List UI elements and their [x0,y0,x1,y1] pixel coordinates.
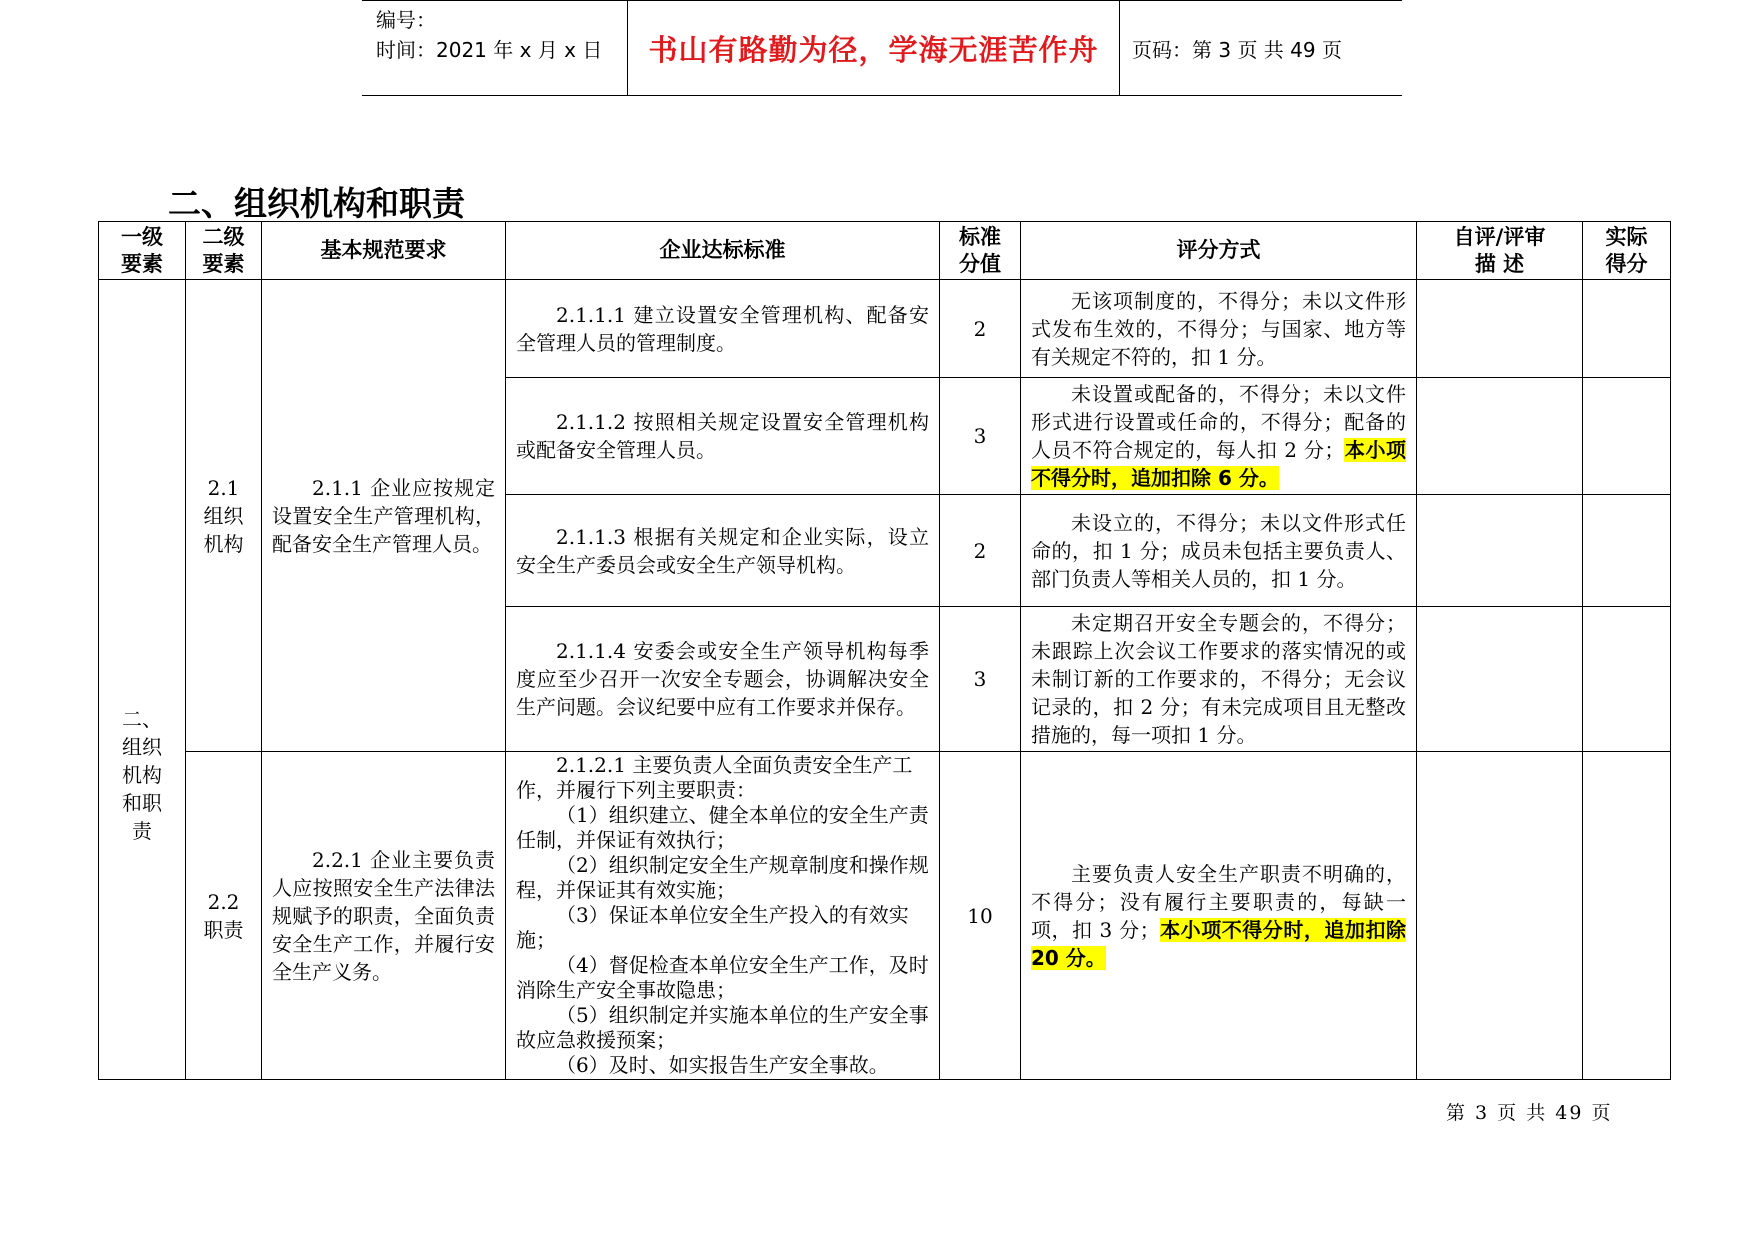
standard-item: （3）保证本单位安全生产投入的有效实施； [516,903,909,952]
method-2-1-1-4: 未定期召开安全专题会的，不得分；未跟踪上次会议工作要求的落实情况的或未制订新的工作要求的，不得分；无会议记录的，扣 2 分；有未完成项目且无整改措施的，每一项扣 1 分。 [1021,607,1417,752]
actual-score-cell[interactable] [1583,752,1671,1080]
header-actual: 实际得分 [1583,222,1671,280]
standard-2-1-1-2: 2.1.1.2 按照相关规定设置安全管理机构或配备安全管理人员。 [506,378,940,495]
header-basic: 基本规范要求 [262,222,506,280]
actual-score-cell[interactable] [1583,495,1671,607]
header-level1: 一级要素 [99,222,186,280]
standard-2-1-1-1: 2.1.1.1 建立设置安全管理机构、配备安全管理人员的管理制度。 [506,280,940,378]
header-method: 评分方式 [1021,222,1417,280]
table-header-row [99,222,1671,280]
header-level2: 二级要素 [186,222,262,280]
section-title: 二、组织机构和职责 [168,184,465,223]
standard-item: （5）组织制定并实施本单位的生产安全事故应急救援预案； [516,1003,929,1052]
score-2-1-1-1: 2 [940,280,1021,378]
self-eval-cell[interactable] [1417,280,1583,378]
header-motto: 书山有路勤为径，学海无涯苦作舟 [628,1,1120,95]
header-number: 编号： [376,8,436,32]
header-page-info: 页码：第 3 页 共 49 页 [1132,37,1342,62]
level2-cell-duty: 2.2 职责 [186,752,262,1080]
standard-intro: 2.1.2.1 主要负责人全面负责安全生产工作，并履行下列主要职责： [516,753,913,802]
basic-requirement-2-1-1: 2.1.1 企业应按规定设置安全生产管理机构，配备安全生产管理人员。 [262,280,506,752]
actual-score-cell[interactable] [1583,378,1671,495]
self-eval-cell[interactable] [1417,607,1583,752]
method-2-1-1-2: 未设置或配备的，不得分；未以文件形式进行设置或任命的，不得分；配备的人员不符合规定的，每人扣 2 分；本小项不得分时，追加扣除 6 分。 [1021,378,1417,495]
standard-item: （2）组织制定安全生产规章制度和操作规程，并保证其有效实施； [516,853,929,902]
table-row [99,280,1671,378]
standard-item: （6）及时、如实报告生产安全事故。 [556,1053,889,1077]
header-meta [362,1,628,95]
score-2-1-1-2: 3 [940,378,1021,495]
level1-cell: 二、组织机构和职责 [99,280,186,1080]
level2-cell-org: 2.1 组织机构 [186,280,262,752]
self-eval-cell[interactable] [1417,495,1583,607]
standard-2-1-2-1 [506,752,940,1080]
score-2-1-2-1: 10 [940,752,1021,1080]
evaluation-table [98,221,1671,1080]
method-2-1-2-1: 主要负责人安全生产职责不明确的，不得分；没有履行主要职责的，每缺一项，扣 3 分；本小项不得分时，追加扣除 20 分。 [1021,752,1417,1080]
header-standard: 企业达标标准 [506,222,940,280]
standard-item: （1）组织建立、健全本单位的安全生产责任制，并保证有效执行； [516,803,929,852]
standard-2-1-1-4: 2.1.1.4 安委会或安全生产领导机构每季度应至少召开一次安全专题会，协调解决安全生产问题。会议纪要中应有工作要求并保存。 [506,607,940,752]
standard-2-1-1-3: 2.1.1.3 根据有关规定和企业实际，设立安全生产委员会或安全生产领导机构。 [506,495,940,607]
table-row [99,752,1671,1080]
page-header [362,0,1402,96]
highlight-penalty: 本小项不得分时，追加扣除 20 分。 [1031,917,1406,970]
method-2-1-1-3: 未设立的，不得分；未以文件形式任命的，扣 1 分；成员未包括主要负责人、部门负责人等相关人员的，扣 1 分。 [1021,495,1417,607]
header-time: 时间：2021 年 x 月 x 日 [376,38,603,62]
header-score: 标准分值 [940,222,1021,280]
self-eval-cell[interactable] [1417,378,1583,495]
actual-score-cell[interactable] [1583,607,1671,752]
page-footer: 第 3 页 共 49 页 [1446,1102,1613,1124]
self-eval-cell[interactable] [1417,752,1583,1080]
standard-item: （4）督促检查本单位安全生产工作，及时消除生产安全事故隐患； [516,953,929,1002]
basic-requirement-2-2-1: 2.2.1 企业主要负责人应按照安全生产法律法规赋予的职责，全面负责安全生产工作，并履行安全生产义务。 [262,752,506,1080]
score-2-1-1-3: 2 [940,495,1021,607]
method-2-1-1-1: 无该项制度的，不得分；未以文件形式发布生效的，不得分；与国家、地方等有关规定不符的，扣 1 分。 [1021,280,1417,378]
score-2-1-1-4: 3 [940,607,1021,752]
actual-score-cell[interactable] [1583,280,1671,378]
header-self: 自评/评审描 述 [1417,222,1583,280]
highlight-penalty: 本小项不得分时，追加扣除 6 分。 [1031,438,1406,490]
